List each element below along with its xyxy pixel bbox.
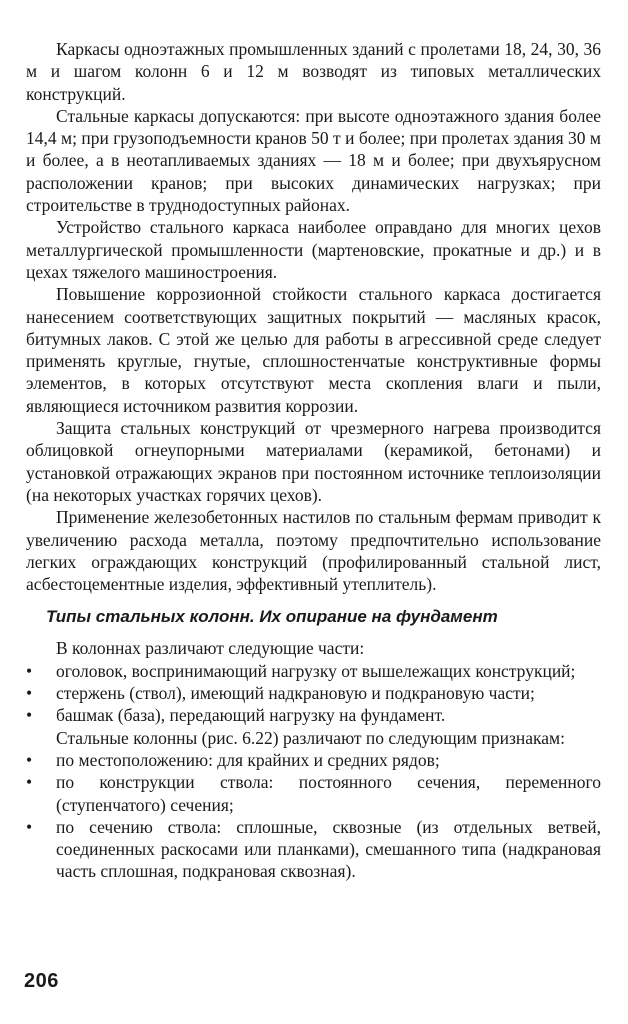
bullet-icon: •: [26, 749, 33, 770]
paragraph-steel-frames-allowed: Стальные каркасы допускаются: при высоте одноэтажного здания более 14,4 м; при грузоподъемности кранов 50 т и более; при пролетах здания 30 м и более, а в неотапливаемых зданиях — 18 м и более; при двухъярусном расположении кранов; при высоких динамических нагрузках; при строительстве в труднодоступных районах.: [26, 105, 601, 216]
list-item: [26, 660, 601, 682]
list-item: [26, 771, 601, 816]
list-item-text: башмак (база), передающий нагрузку на фундамент.: [56, 705, 446, 726]
paragraph-corrosion-resistance: Повышение коррозионной стойкости стального каркаса достигается нанесением соответствующих защитных покрытий — масляных красок, битумных лаков. С этой же целью для работы в агрессивной среде следует применять круглые, гнутые, сплошностенчатые конструктивные формы элементов, в которых отсутствуют места скопления влаги и пыли, являющиеся источником развития коррозии.: [26, 284, 601, 416]
features-list: [26, 749, 601, 883]
list-item-text: по местоположению: для крайних и средних рядов;: [56, 749, 440, 770]
list-item-text: стержень (ствол), имеющий надкрановую и подкрановую части;: [56, 683, 535, 704]
parts-list: [26, 660, 601, 727]
list-item-text: оголовок, воспринимающий нагрузку от вышележащих конструкций;: [56, 660, 576, 681]
paragraph-steel-frame-justified: Устройство стального каркаса наиболее оправдано для многих цехов металлургической промышленности (мартеновские, прокатные и др.) и в цехах тяжелого машиностроения.: [26, 217, 601, 282]
list-item-text: по конструкции ствола: постоянного сечения, переменного (ступенчатого) сечения;: [56, 772, 601, 815]
bullet-icon: •: [26, 705, 33, 726]
paragraph-steel-frames-spans: Каркасы одноэтажных промышленных зданий с пролетами 18, 24, 30, 36 м и шагом колонн 6 и 12 м возводят из типовых металлических конструкций.: [26, 39, 601, 104]
list-item: [26, 704, 601, 726]
list-item: [26, 682, 601, 704]
page-body: [26, 38, 601, 883]
parts-intro: В колоннах различают следующие части:: [56, 638, 365, 659]
list-item-text: по сечению ствола: сплошные, сквозные (из отдельных ветвей, соединенных раскосами или планками), смешанного типа (надкрановая часть сплошная, подкрановая сквозная).: [56, 816, 601, 882]
paragraph-heat-protection: Защита стальных конструкций от чрезмерного нагрева производится облицовкой огнеупорными материалами (керамикой, бетонами) и установкой отражающих экранов при постоянном источнике теплоизоляции (на некоторых участках горячих цехов).: [26, 418, 601, 505]
bullet-icon: •: [26, 772, 33, 793]
list-item: [26, 749, 601, 771]
bullet-icon: •: [26, 816, 33, 837]
page-number: 206: [24, 970, 59, 992]
list-item: [26, 816, 601, 883]
paragraph-concrete-decking: Применение железобетонных настилов по стальным фермам приводит к увеличению расхода металла, поэтому предпочтительно использование легких ограждающих конструкций (профилированный стальной лист, асбестоцементные изделия, эффективный утеплитель).: [26, 507, 601, 595]
bullet-icon: •: [26, 660, 33, 681]
bullet-icon: •: [26, 683, 33, 704]
section-heading: Типы стальных колонн. Их опирание на фундамент: [46, 607, 498, 627]
features-intro: Стальные колонны (рис. 6.22) различают по следующим признакам:: [56, 727, 565, 748]
